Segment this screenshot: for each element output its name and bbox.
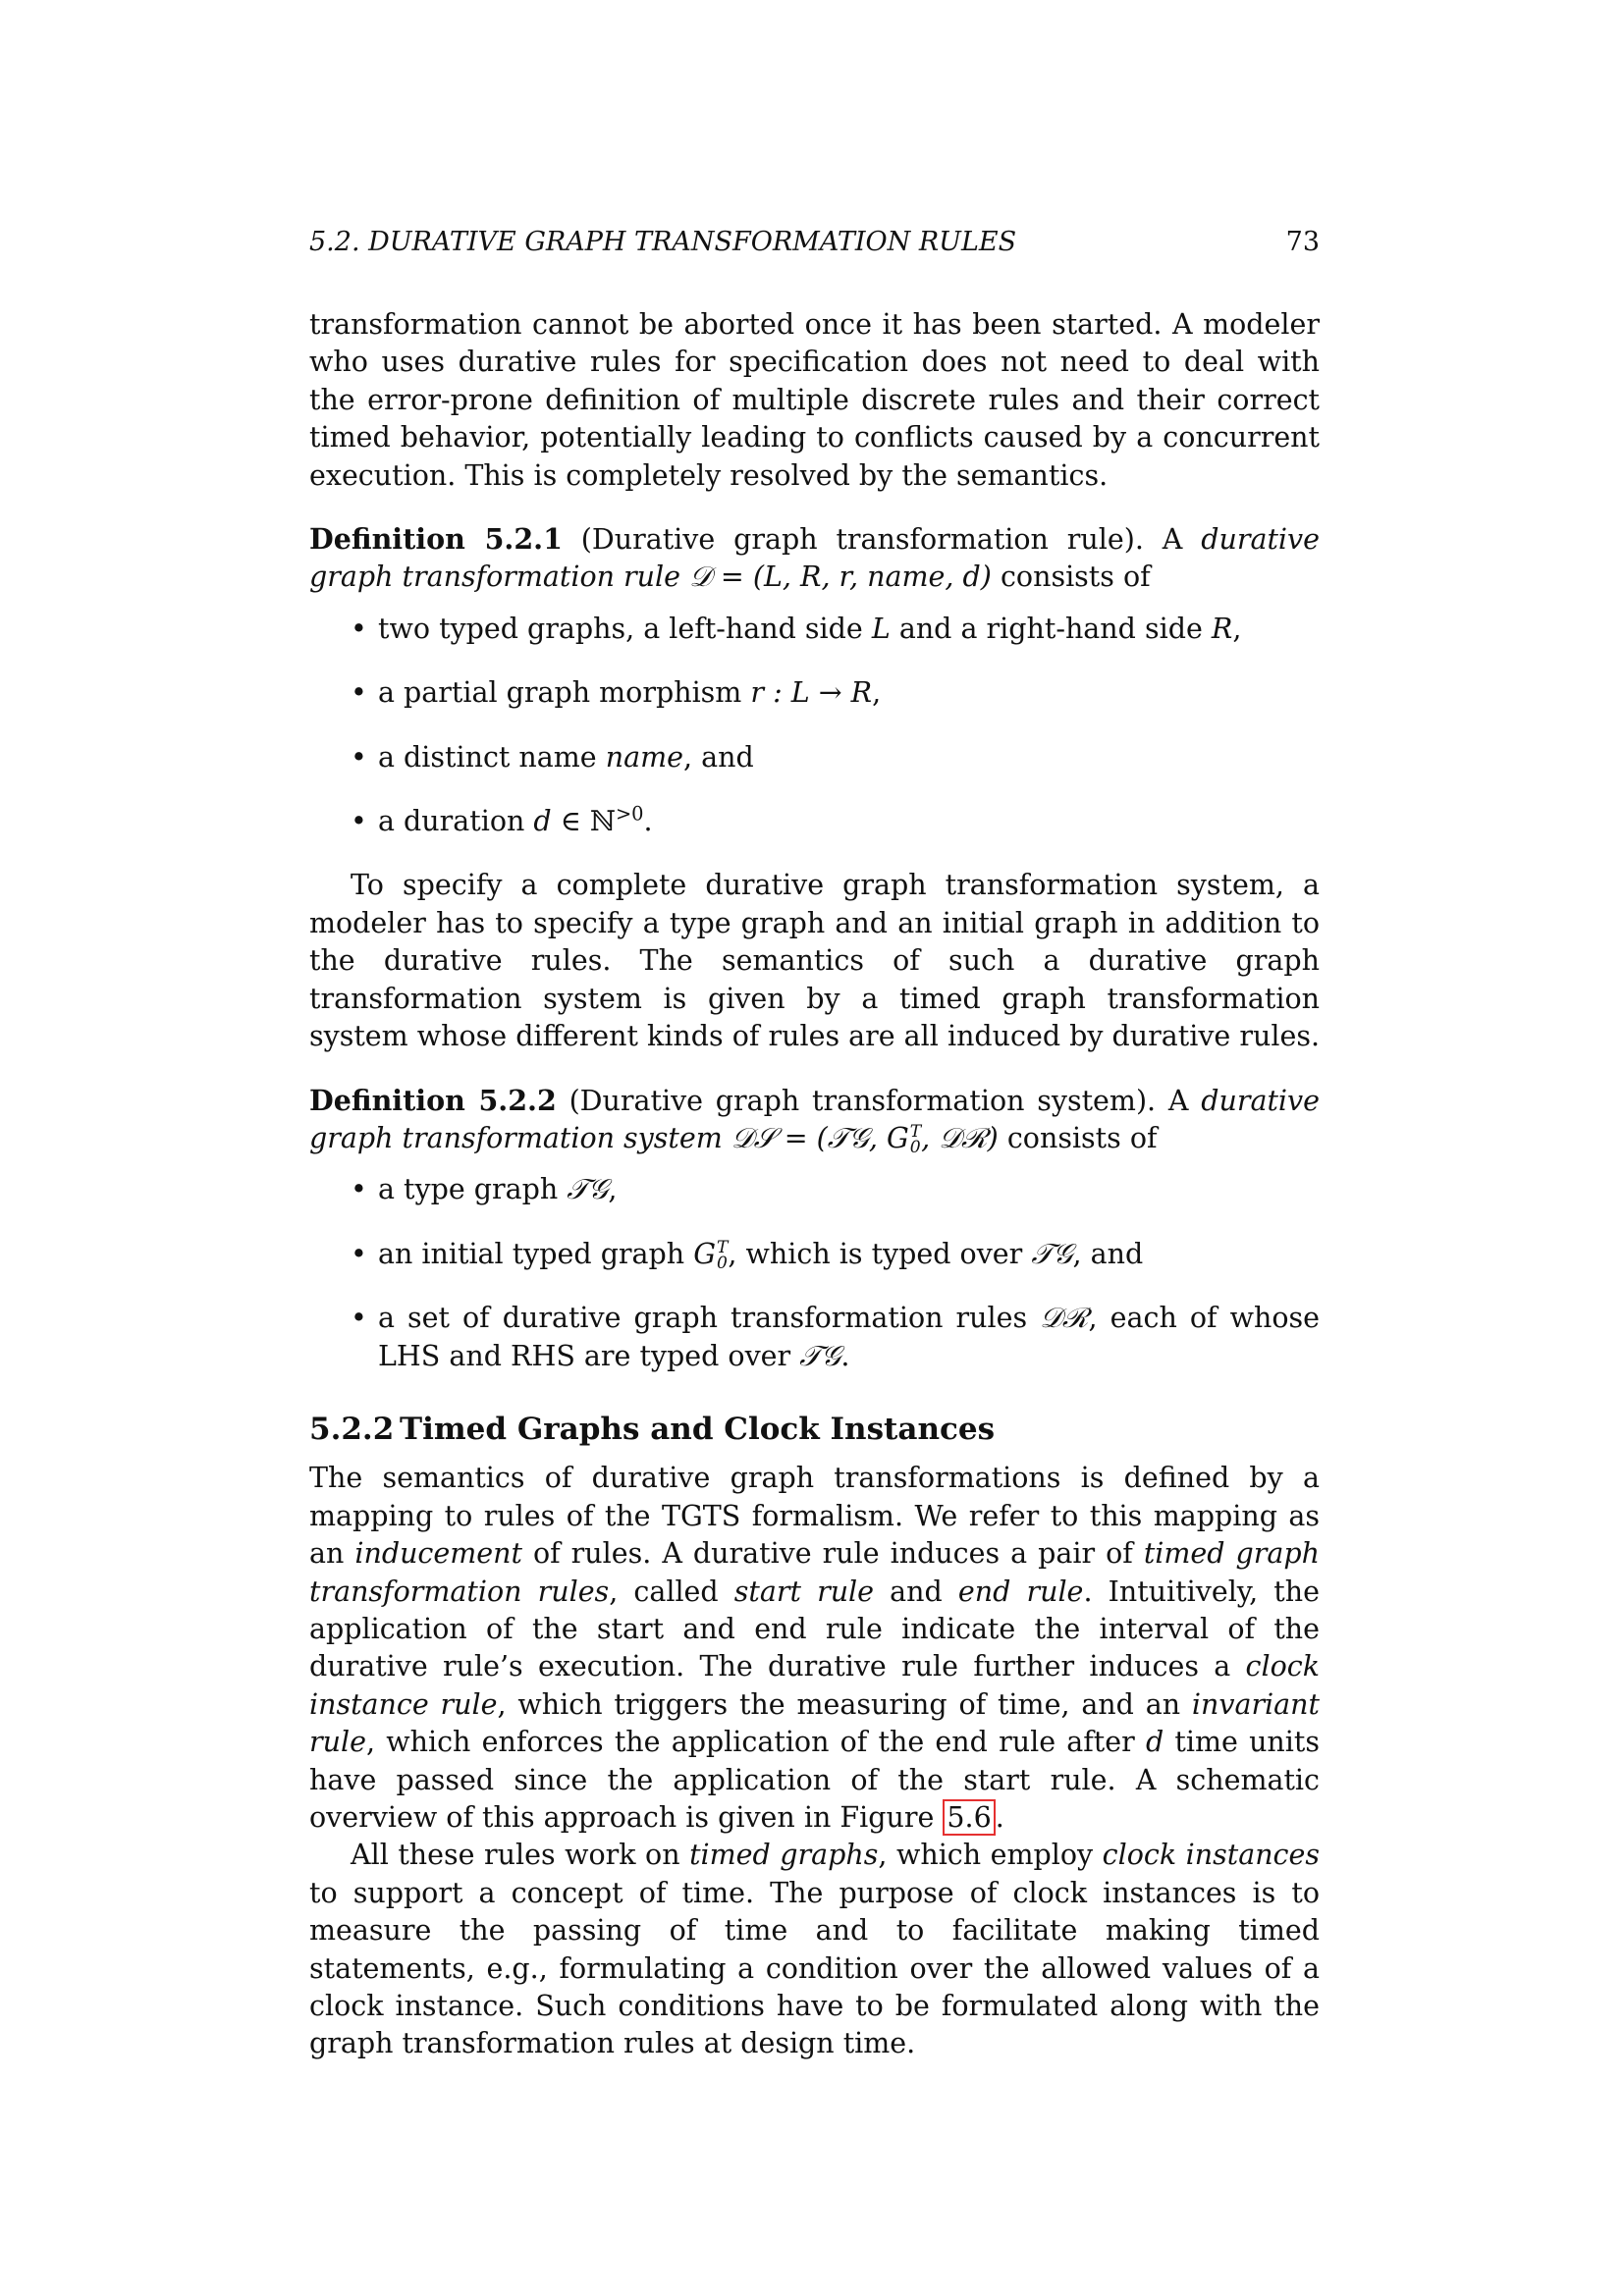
figure-reference-link[interactable]: 5.6 [943,1799,995,1836]
definition-term: durative graph transformation system [309,1084,1320,1154]
page-body [309,224,1320,2063]
page-number: 73 [1285,227,1320,257]
running-header [309,224,1320,263]
definition-title: (Durative graph transformation rule). [580,523,1144,557]
definition-5-2-1-list [309,611,1320,841]
paragraph-system: To specify a complete durative graph transformation system, a modeler has to specify a type graph and an initial graph in addition to the durative rules. The semantics of such a durative graph transformation system is given by a timed graph transformation system whose different kinds of rules are all induced by durative rules. [309,869,1321,1053]
list-item: • a set of durative graph transformation rules 𝒟ℛ, each of whose LHS and RHS are typed over 𝒯𝒢. [378,1300,1320,1375]
math-tuple: 𝒟 = (L, R, r, name, d) [689,561,992,594]
paragraph-semantics: The semantics of durative graph transformations is defined by a mapping to rules of the TGTS formalism. We refer to this mapping as an inducement of rules. A durative rule induces a pair of timed graph transformation rules, called start rule and end rule. Intuitively, the application of the start and end rule indicate the interval of the durative rule’s execution. The durative rule further induces a clock instance rule, which triggers the measuring of time, and an invariant rule, which enforces the application of the end rule after d time units have passed since the application of the start rule. A schematic overview of this approach is given in Figure 5.6 . [309,1462,1320,1834]
definition-term: durative graph transformation rule [309,523,1321,594]
list-item: • two typed graphs, a left-hand side L and a right-hand side R, [378,611,1320,648]
list-item: • a type graph 𝒯𝒢, [378,1171,1320,1208]
definition-5-2-1: Definition 5.2.1 (Durative graph transformation rule). A durative graph transformation rule 𝒟 = (L, R, r, name, d) consists of [309,522,1321,594]
paragraph-intro: transformation cannot be aborted once it has been started. A modeler who uses durative rules for specification does not need to deal with the error-prone definition of multiple discrete rules and their correct timed behavior, potentially leading to conflicts caused by a concurrent execution. This is completely resolved by the semantics. [309,308,1320,492]
list-item: • an initial typed graph G T 0 , which is typed over 𝒯𝒢, and [378,1236,1320,1273]
section-number: 5.2.2 [309,1411,395,1447]
definition-5-2-2-list [309,1171,1320,1375]
math-tuple: 𝒟𝒮 = (𝒯𝒢, G T 0 , 𝒟ℛ) [731,1121,999,1158]
definition-label: Definition 5.2.2 [309,1083,557,1117]
section-heading [309,1411,1320,1448]
list-item: • a distinct name name, and [378,739,1320,776]
definition-label: Definition 5.2.1 [309,522,563,557]
section-title: Timed Graphs and Clock Instances [400,1411,996,1447]
list-item: • a partial graph morphism r : L → R, [378,674,1320,712]
paragraph-timed-graphs: All these rules work on timed graphs, which employ clock instances to support a concept of time. The purpose of clock instances is to measure the passing of time and to facilitate making timed statements, e.g., formulating a condition over the allowed values of a clock instance. Such conditions have to be formulated along with the graph transformation rules at design time. [309,1839,1320,2060]
header-title: 5.2. DURATIVE GRAPH TRANSFORMATION RULES [309,227,1017,257]
list-item: • a duration d ∈ ℕ$^{>0}$. [378,803,1320,840]
definition-title: (Durative graph transformation system). [568,1084,1157,1117]
definition-5-2-2: Definition 5.2.2 (Durative graph transformation system). A durative graph transformation system 𝒟𝒮 = (𝒯𝒢, G T 0 , 𝒟ℛ) consists of [309,1083,1320,1158]
